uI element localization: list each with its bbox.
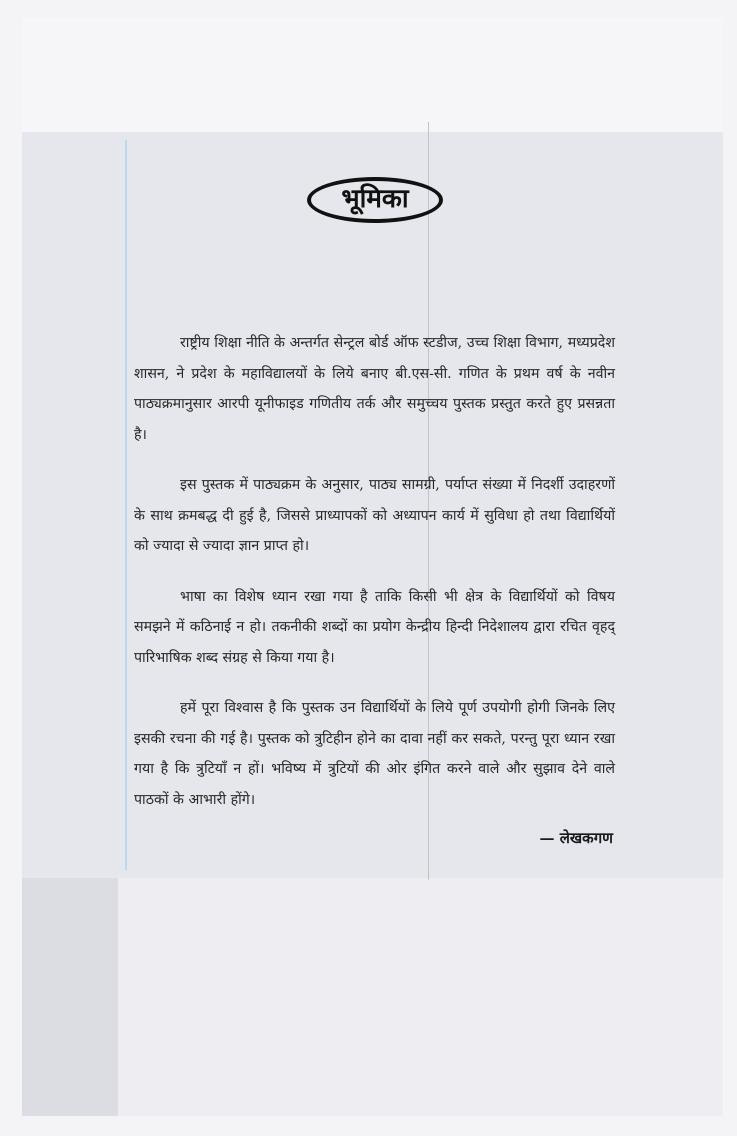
preface-paragraph: इस पुस्तक में पाठ्यक्रम के अनुसार, पाठ्य सामग्री, पर्याप्त संख्या में निदर्शी उदाहरणों के साथ क्रमबद्ध दी हुई है, जिससे प्राध्यापकों को अध्यापन कार्य में सुविधा हो तथा विद्यार्थियों को ज्यादा से ज्यादा ज्ञान प्राप्त हो।	[134, 477, 615, 554]
preface-paragraph: भाषा का विशेष ध्यान रखा गया है ताकि किसी भी क्षेत्र के विद्यार्थियों को विषय समझने में कठिनाई न हो। तकनीकी शब्दों का प्रयोग केन्द्रीय हिन्दी निदेशालय द्वारा रचित वृहद् पारिभाषिक शब्द संग्रह से किया गया है।	[134, 588, 615, 666]
heading-frame	[306, 174, 444, 226]
author-signature: — लेखकगण	[539, 829, 613, 847]
preface-body	[134, 328, 615, 835]
page-bottom-margin	[118, 878, 723, 1116]
preface-paragraph: हमें पूरा विश्वास है कि पुस्तक उन विद्यार्थियों के लिये पूर्ण उपयोगी होगी जिनके लिए इसकी रचना की गई है। पुस्तक को त्रुटिहीन होने का दावा नहीं कर सकते, परन्तु पूरा ध्यान रखा गया है कि त्रुटियाँ न हों। भविष्य में त्रुटियों की ओर इंगित करने वाले और सुझाव देने वाले पाठकों के आभारी होंगे।	[134, 700, 615, 808]
preface-paragraph: राष्ट्रीय शिक्षा नीति के अन्तर्गत सेन्ट्रल बोर्ड ऑफ स्टडीज, उच्च शिक्षा विभाग, मध्यप्रदेश शासन, ने प्रदेश के महाविद्यालयों के लिये बनाए बी.एस-सी. गणित के प्रथम वर्ष के नवीन पाठ्यक्रमानुसार आरपी यूनीफाइड गणितीय तर्क और समुच्चय पुस्तक प्रस्तुत करते हुए प्रसन्नता है।	[134, 335, 616, 443]
page-top-margin	[22, 18, 723, 132]
page-heading: भूमिका	[307, 177, 443, 223]
page-bottom-shadow	[22, 878, 118, 1116]
binding-line	[125, 140, 127, 870]
